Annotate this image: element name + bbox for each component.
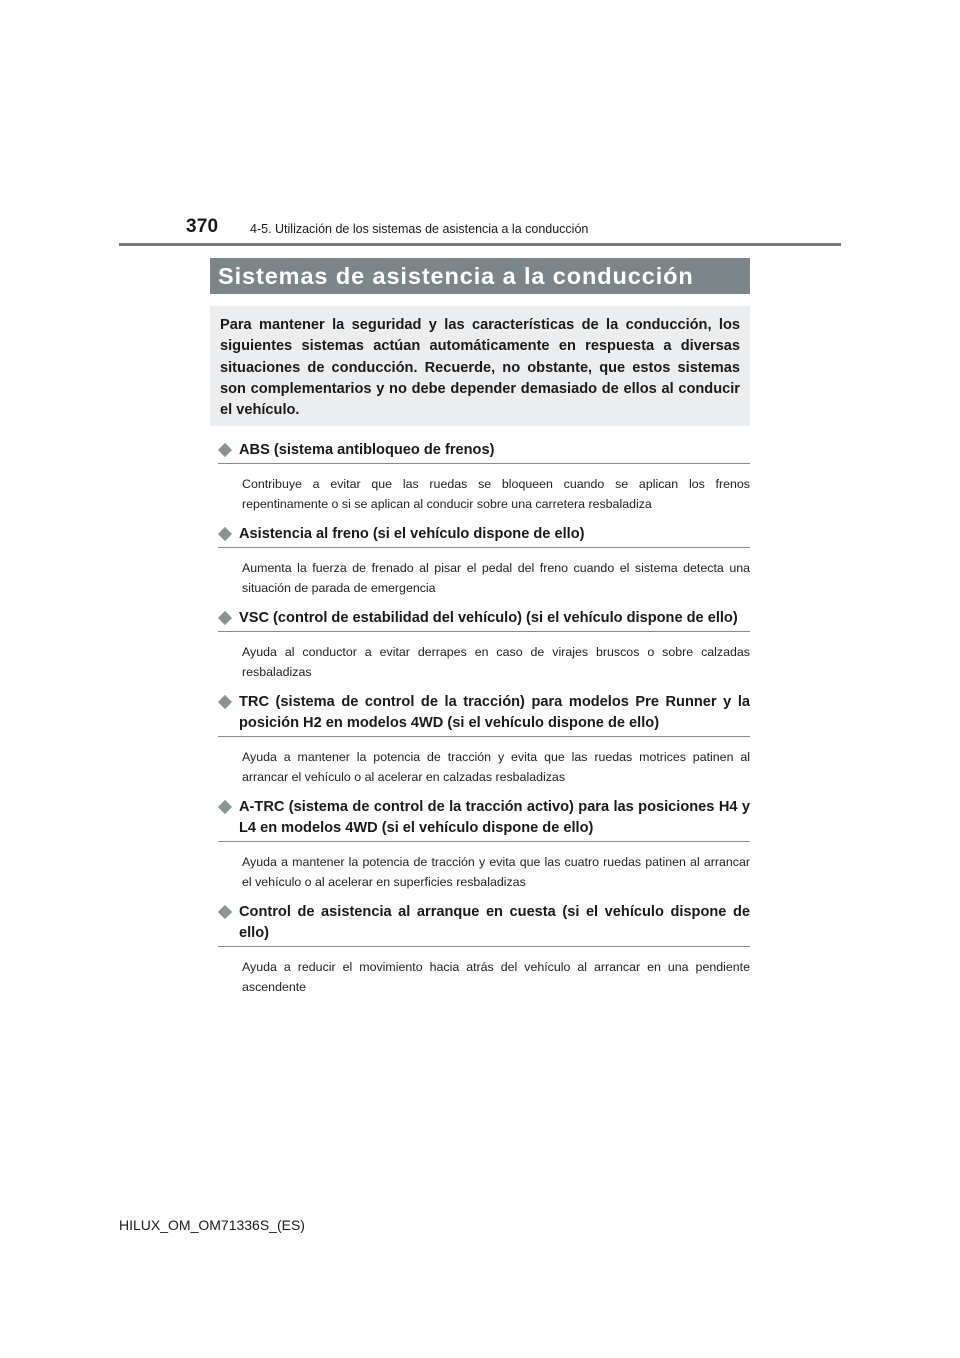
feature-description: Ayuda a reducir el movimiento hacia atrás del vehículo al arrancar en una pendiente ascendente — [242, 960, 750, 994]
diamond-bullet-icon — [218, 800, 232, 814]
feature-title: TRC (sistema de control de la tracción) para modelos Pre Runner y la posición H2 en modelos 4WD (si el vehículo dispone de ello) — [239, 694, 750, 731]
page-title: Sistemas de asistencia a la conducción — [210, 258, 750, 294]
feature-description: Ayuda al conductor a evitar derrapes en caso de virajes bruscos o sobre calzadas resbaladizas — [242, 645, 750, 679]
diamond-bullet-icon — [218, 905, 232, 919]
feature-title: Control de asistencia al arranque en cuesta (si el vehículo dispone de ello) — [239, 904, 750, 941]
feature-item — [218, 608, 750, 682]
feature-description: Ayuda a mantener la potencia de tracción y evita que las cuatro ruedas patinen al arrancar el vehículo o al acelerar en superficies resbaladizas — [242, 855, 750, 889]
feature-description: Contribuye a evitar que las ruedas se bloqueen cuando se aplican los frenos repentinamente o si se aplican al conducir sobre una carretera resbaladiza — [242, 477, 750, 511]
page-number: 370 — [186, 216, 219, 237]
footer-doc-id: HILUX_OM_OM71336S_(ES) — [119, 1217, 305, 1233]
feature-title: Asistencia al freno (si el vehículo dispone de ello) — [239, 526, 585, 542]
feature-heading — [218, 524, 750, 548]
diamond-bullet-icon — [218, 611, 232, 625]
diamond-bullet-icon — [218, 695, 232, 709]
feature-title: ABS (sistema antibloqueo de frenos) — [239, 442, 495, 458]
feature-heading — [218, 608, 750, 632]
feature-heading — [218, 440, 750, 464]
feature-heading — [218, 692, 750, 737]
feature-item — [218, 440, 750, 514]
feature-title: VSC (control de estabilidad del vehículo) (si el vehículo dispone de ello) — [239, 610, 738, 626]
feature-item — [218, 902, 750, 997]
feature-title: A-TRC (sistema de control de la tracción activo) para las posiciones H4 y L4 en modelos 4WD (si el vehículo dispone de ello) — [239, 799, 750, 836]
feature-heading — [218, 797, 750, 842]
feature-list — [218, 440, 750, 1007]
feature-item — [218, 692, 750, 787]
section-header: 4-5. Utilización de los sistemas de asistencia a la conducción — [250, 222, 589, 236]
diamond-bullet-icon — [218, 443, 232, 457]
intro-box — [210, 306, 750, 426]
feature-description: Aumenta la fuerza de frenado al pisar el pedal del freno cuando el sistema detecta una situación de parada de emergencia — [242, 561, 750, 595]
diamond-bullet-icon — [218, 527, 232, 541]
feature-description: Ayuda a mantener la potencia de tracción y evita que las ruedas motrices patinen al arrancar el vehículo o al acelerar en calzadas resbaladizas — [242, 750, 750, 784]
header-divider — [119, 243, 841, 246]
feature-item — [218, 797, 750, 892]
feature-item — [218, 524, 750, 598]
intro-text: Para mantener la seguridad y las características de la conducción, los siguientes sistemas actúan automáticamente en respuesta a diversas situaciones de conducción. Recuerde, no obstante, que estos sistemas son complementarios y no debe depender demasiado de ellos al conducir el vehículo. — [220, 317, 740, 419]
feature-heading — [218, 902, 750, 947]
